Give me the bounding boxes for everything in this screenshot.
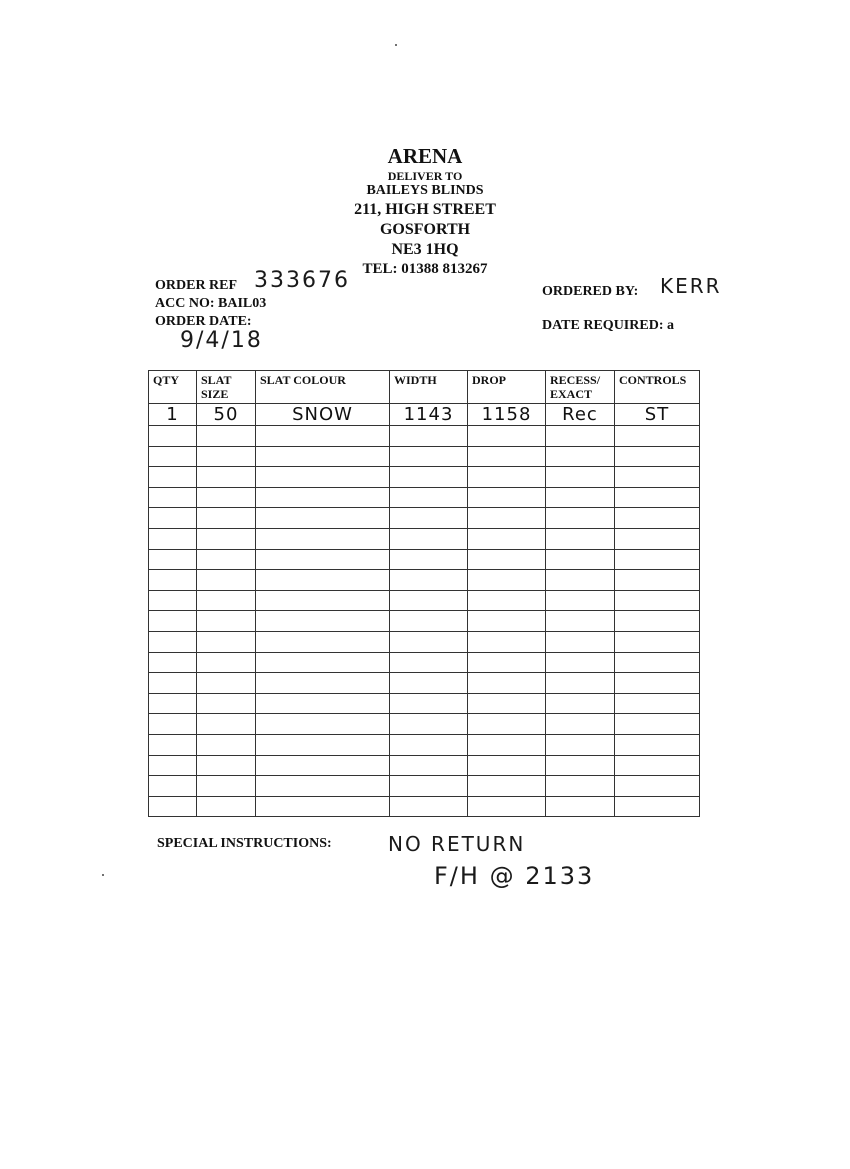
table-cell: [390, 508, 468, 529]
order-ref-value: 333676: [254, 268, 350, 293]
table-cell: [256, 611, 390, 632]
table-row: [149, 528, 700, 549]
table-cell: [615, 631, 700, 652]
table-cell: [390, 611, 468, 632]
table-cell: [615, 611, 700, 632]
table-cell: [615, 508, 700, 529]
date-required-label: DATE REQUIRED: a: [542, 318, 674, 333]
scan-speck: [102, 874, 104, 876]
table-cell: [390, 714, 468, 735]
table-cell: [149, 528, 197, 549]
table-cell: [615, 652, 700, 673]
table-cell: [546, 611, 615, 632]
table-cell: [256, 549, 390, 570]
table-cell: [468, 467, 546, 488]
special-instructions-line-2: F/H @ 2133: [434, 862, 595, 890]
table-cell: [149, 549, 197, 570]
table-cell: [149, 426, 197, 447]
table-cell: [615, 446, 700, 467]
table-cell: [390, 631, 468, 652]
table-header-row: [149, 371, 700, 404]
table-row: [149, 467, 700, 488]
width-cell: 1143: [390, 404, 468, 426]
table-cell: [256, 487, 390, 508]
table-cell: [468, 570, 546, 591]
account-number: ACC NO: BAIL03: [155, 296, 267, 311]
table-cell: [468, 693, 546, 714]
table-cell: [256, 714, 390, 735]
table-cell: [546, 426, 615, 447]
table-cell: [197, 673, 256, 694]
table-cell: [615, 693, 700, 714]
table-cell: [149, 693, 197, 714]
table-cell: [390, 487, 468, 508]
address-town: GOSFORTH: [379, 221, 471, 238]
table-row: [149, 404, 700, 426]
table-cell: [468, 673, 546, 694]
table-cell: [468, 508, 546, 529]
table-cell: [468, 755, 546, 776]
table-cell: [468, 426, 546, 447]
table-row: [149, 673, 700, 694]
table-cell: [546, 776, 615, 797]
table-cell: [615, 426, 700, 447]
table-cell: [197, 570, 256, 591]
table-cell: [546, 590, 615, 611]
table-row: [149, 652, 700, 673]
table-row: [149, 631, 700, 652]
table-cell: [197, 446, 256, 467]
table-cell: [390, 796, 468, 817]
table-cell: [390, 590, 468, 611]
table-cell: [256, 590, 390, 611]
order-date-value: 9/4/18: [180, 328, 263, 353]
table-cell: [546, 570, 615, 591]
table-cell: [390, 673, 468, 694]
table-cell: [197, 426, 256, 447]
table-cell: [149, 652, 197, 673]
table-cell: [256, 673, 390, 694]
table-cell: [546, 652, 615, 673]
table-row: [149, 549, 700, 570]
slat-colour-cell: SNOW: [256, 404, 390, 426]
table-cell: [197, 467, 256, 488]
ordered-by-value: KERR: [660, 274, 722, 298]
table-cell: [197, 528, 256, 549]
table-row: [149, 508, 700, 529]
table-cell: [197, 755, 256, 776]
deliver-to-label: DELIVER TO: [387, 169, 463, 183]
table-cell: [468, 549, 546, 570]
table-cell: [390, 652, 468, 673]
table-cell: [256, 755, 390, 776]
controls-cell: ST: [615, 404, 700, 426]
table-cell: [468, 487, 546, 508]
table-cell: [468, 611, 546, 632]
table-cell: [615, 487, 700, 508]
table-cell: [149, 467, 197, 488]
address-street: 211, HIGH STREET: [354, 201, 496, 218]
table-cell: [149, 590, 197, 611]
ordered-by-label: ORDERED BY:: [542, 284, 639, 299]
column-header-slat-colour: SLAT COLOUR: [256, 371, 390, 404]
table-cell: [390, 549, 468, 570]
table-cell: [197, 776, 256, 797]
table-cell: [197, 796, 256, 817]
order-date-label: ORDER DATE:: [155, 314, 252, 329]
table-cell: [615, 776, 700, 797]
table-row: [149, 714, 700, 735]
table-row: [149, 446, 700, 467]
table-cell: [468, 776, 546, 797]
table-cell: [256, 734, 390, 755]
table-cell: [615, 528, 700, 549]
table-cell: [197, 611, 256, 632]
table-cell: [468, 590, 546, 611]
order-table: [148, 370, 700, 817]
table-cell: [197, 734, 256, 755]
table-cell: [197, 487, 256, 508]
table-cell: [468, 714, 546, 735]
qty-cell: 1: [149, 404, 197, 426]
recess-exact-cell: Rec: [546, 404, 615, 426]
table-cell: [390, 755, 468, 776]
table-row: [149, 693, 700, 714]
table-cell: [149, 776, 197, 797]
table-cell: [546, 796, 615, 817]
table-cell: [615, 755, 700, 776]
customer-name: BAILEYS BLINDS: [366, 183, 484, 198]
column-header-width: WIDTH: [390, 371, 468, 404]
table-row: [149, 590, 700, 611]
table-cell: [149, 734, 197, 755]
table-cell: [390, 467, 468, 488]
table-cell: [256, 467, 390, 488]
table-cell: [256, 693, 390, 714]
scan-speck: [395, 44, 397, 46]
address-postcode: NE3 1HQ: [391, 241, 459, 258]
table-cell: [149, 714, 197, 735]
table-cell: [197, 631, 256, 652]
table-cell: [546, 755, 615, 776]
column-header-drop: DROP: [468, 371, 546, 404]
table-cell: [390, 528, 468, 549]
table-row: [149, 487, 700, 508]
table-cell: [615, 590, 700, 611]
company-name: ARENA: [387, 144, 463, 168]
table-cell: [615, 549, 700, 570]
table-row: [149, 796, 700, 817]
table-cell: [546, 549, 615, 570]
table-cell: [615, 796, 700, 817]
table-cell: [197, 693, 256, 714]
drop-cell: 1158: [468, 404, 546, 426]
table-cell: [468, 734, 546, 755]
table-cell: [256, 570, 390, 591]
table-cell: [149, 508, 197, 529]
table-cell: [256, 508, 390, 529]
table-cell: [256, 796, 390, 817]
table-cell: [149, 755, 197, 776]
table-cell: [546, 714, 615, 735]
table-cell: [615, 673, 700, 694]
table-cell: [546, 673, 615, 694]
table-cell: [468, 631, 546, 652]
table-cell: [615, 714, 700, 735]
table-cell: [390, 693, 468, 714]
table-cell: [149, 446, 197, 467]
table-cell: [390, 446, 468, 467]
table-cell: [197, 549, 256, 570]
table-cell: [197, 508, 256, 529]
table-cell: [546, 693, 615, 714]
table-cell: [149, 611, 197, 632]
table-cell: [149, 796, 197, 817]
table-cell: [390, 776, 468, 797]
table-cell: [197, 714, 256, 735]
column-header-controls: CONTROLS: [615, 371, 700, 404]
table-cell: [546, 467, 615, 488]
column-header-slat-size: SLAT SIZE: [197, 371, 256, 404]
table-row: [149, 734, 700, 755]
table-cell: [197, 652, 256, 673]
table-cell: [256, 631, 390, 652]
table-cell: [468, 796, 546, 817]
table-row: [149, 611, 700, 632]
slat-size-cell: 50: [197, 404, 256, 426]
table-cell: [546, 528, 615, 549]
table-cell: [546, 446, 615, 467]
table-cell: [149, 487, 197, 508]
table-cell: [546, 631, 615, 652]
table-cell: [256, 528, 390, 549]
column-header-recess-exact: RECESS/ EXACT: [546, 371, 615, 404]
telephone: TEL: 01388 813267: [362, 261, 488, 277]
special-instructions-line-1: NO RETURN: [388, 832, 526, 856]
table-row: [149, 570, 700, 591]
table-cell: [546, 734, 615, 755]
table-cell: [256, 426, 390, 447]
table-cell: [149, 631, 197, 652]
special-instructions-label: SPECIAL INSTRUCTIONS:: [157, 836, 332, 851]
table-row: [149, 755, 700, 776]
table-cell: [390, 426, 468, 447]
table-cell: [390, 570, 468, 591]
table-cell: [468, 528, 546, 549]
table-cell: [546, 508, 615, 529]
table-row: [149, 426, 700, 447]
table-cell: [197, 590, 256, 611]
column-header-qty: QTY: [149, 371, 197, 404]
table-cell: [615, 570, 700, 591]
table-cell: [546, 487, 615, 508]
table-cell: [468, 446, 546, 467]
order-ref-label: ORDER REF: [155, 278, 238, 293]
table-cell: [149, 673, 197, 694]
table-cell: [615, 734, 700, 755]
table-cell: [256, 652, 390, 673]
table-cell: [468, 652, 546, 673]
table-cell: [149, 570, 197, 591]
table-cell: [615, 467, 700, 488]
table-cell: [256, 446, 390, 467]
table-cell: [390, 734, 468, 755]
table-row: [149, 776, 700, 797]
table-cell: [256, 776, 390, 797]
